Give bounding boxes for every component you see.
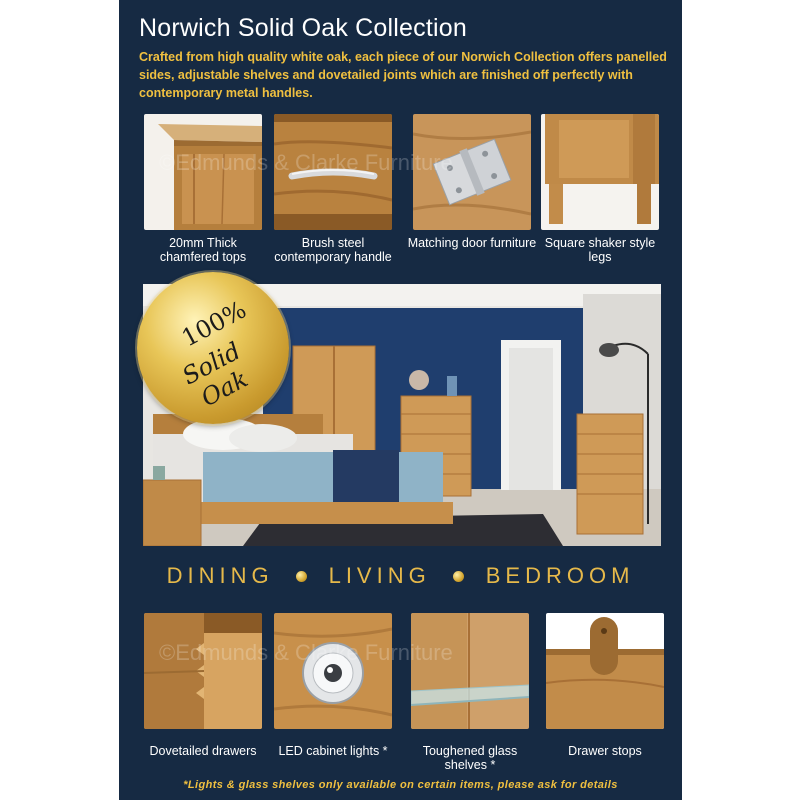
banner-word-bedroom: BEDROOM [485,563,635,588]
feature-caption: Brush steel contemporary handle [274,236,392,264]
watermark-text: ©Edmunds & Clarke Furniture [159,150,453,175]
gold-dot-icon [453,571,464,582]
room-banner [119,560,682,592]
feature-caption: Square shaker style legs [544,236,656,264]
chamfered-top-photo [144,114,262,230]
handle-photo [274,114,392,230]
footnote: *Lights & glass shelves only available on certain items, please ask for details [183,779,618,791]
dovetail-drawer-photo [144,613,262,729]
drawer-stop-photo [546,613,664,729]
intro-text: Crafted from high quality white oak, each piece of our Norwich Collection offers panelled sides, adjustable shelves and dovetailed joints which are finished off perfectly with contemporary metal handles. [139,50,667,100]
glass-shelf-photo [411,613,529,729]
led-light-photo [274,613,392,729]
hinge-photo [413,114,531,230]
banner-word-dining: DINING [166,563,274,588]
page-title: Norwich Solid Oak Collection [139,14,467,42]
shaker-leg-photo [541,114,659,230]
feature-caption: LED cabinet lights * [278,744,388,758]
feature-caption: Drawer stops [568,744,642,758]
badge-percent: 100% [177,295,251,353]
watermark-text: ©Edmunds & Clarke Furniture [159,640,453,665]
banner-word-living: LIVING [328,563,431,588]
feature-caption: Dovetailed drawers [149,744,257,758]
badge-label: Solid Oak [177,336,253,413]
gold-dot-icon [296,571,307,582]
feature-caption: 20mm Thick chamfered tops [159,236,247,264]
solid-oak-badge [137,272,289,424]
feature-caption: Toughened glass shelves * [422,744,518,772]
product-panel [119,0,682,800]
feature-caption: Matching door furniture [407,236,537,250]
